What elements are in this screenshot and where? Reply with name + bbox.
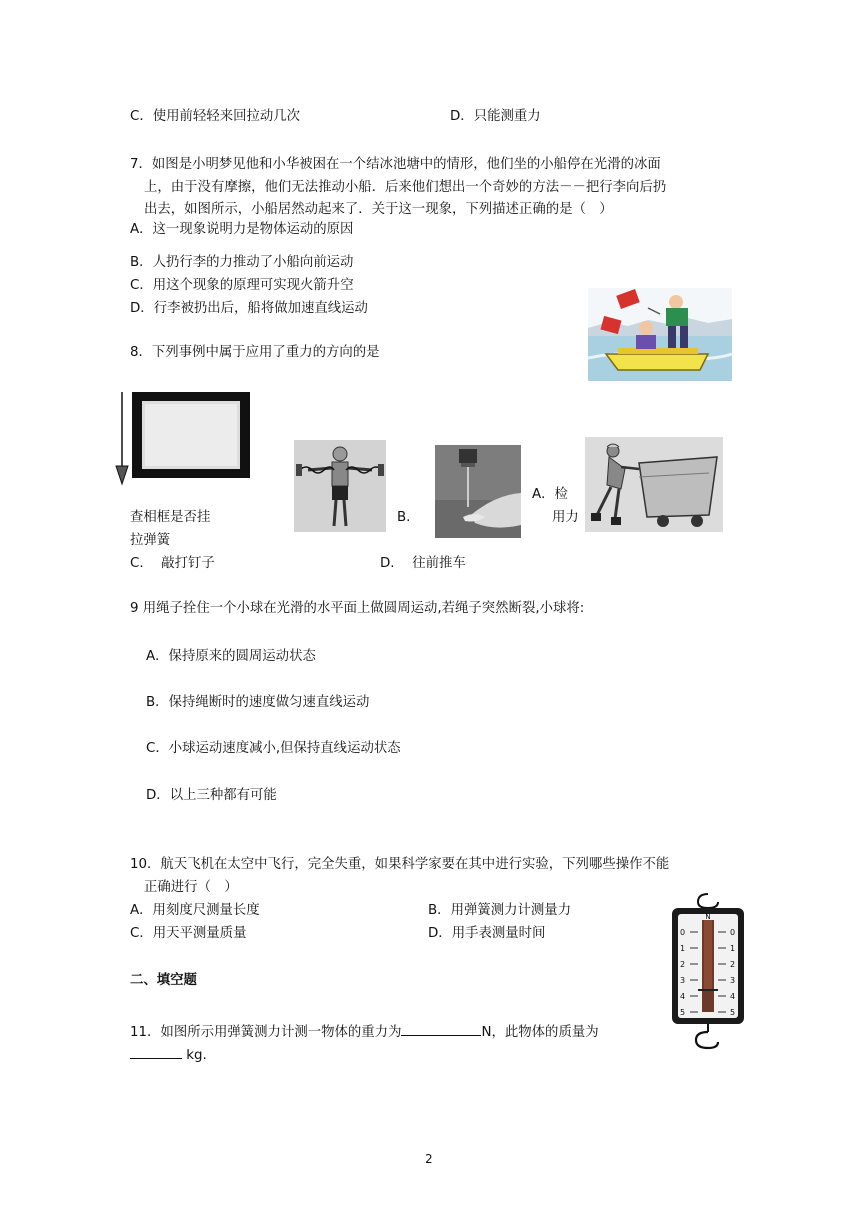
q11-text-2: N，此物体的质量为 <box>481 1025 599 1040</box>
pushing-cart-figure <box>585 437 723 532</box>
scale-left-tick: 3 <box>680 976 686 985</box>
hammering-nail-figure <box>435 445 521 538</box>
q9-option-a: A．保持原来的圆周运动状态 <box>146 649 316 664</box>
scale-right-tick: 1 <box>730 944 736 953</box>
page-number: 2 <box>425 1152 433 1166</box>
q10-option-c: C．用天平测量质量 <box>130 926 247 941</box>
boat-on-ice-figure <box>588 288 732 381</box>
q11-line-2 <box>130 1045 207 1065</box>
q7-option-b: B．人扔行李的力推动了小船向前运动 <box>130 255 354 270</box>
q8-label-stretch-spring: 拉弹簧 <box>130 533 171 548</box>
scale-left-tick: 4 <box>680 992 686 1001</box>
scale-left-tick: 1 <box>680 944 686 953</box>
q8-label-check-frame: 查相框是否挂 <box>130 510 211 525</box>
scale-right-tick: 5 <box>730 1008 736 1017</box>
q9-option-c: C．小球运动速度减小,但保持直线运动状态 <box>146 741 401 756</box>
q8-stem: 8．下列事例中属于应用了重力的方向的是 <box>130 345 380 360</box>
scale-unit-mark: N <box>705 913 711 921</box>
q10-option-a: A．用刻度尺测量长度 <box>130 903 260 918</box>
scale-left-tick: 0 <box>680 928 686 937</box>
q10-option-d: D．用手表测量时间 <box>428 926 546 941</box>
q11-text-1: 11．如图所示用弹簧测力计测一物体的重力为 <box>130 1025 402 1040</box>
plumb-frame-figure <box>112 390 254 486</box>
q10-stem-line-1: 10．航天飞机在太空中飞行，完全失重，如果科学家要在其中进行实验，下列哪些操作不能 <box>130 857 670 872</box>
scale-right-tick: 2 <box>730 960 736 969</box>
q6-option-c: C．使用前轻轻来回拉动几次 <box>130 109 301 124</box>
q7-stem-line-3: 出去，如图所示，小船居然动起来了．关于这一现象，下列描述正确的是（ ） <box>144 202 613 217</box>
q11-blank-mass[interactable] <box>130 1045 182 1059</box>
q6-option-d: D．只能测重力 <box>450 109 541 124</box>
scale-left-tick: 2 <box>680 960 686 969</box>
q7-option-c: C．用这个现象的原理可实现火箭升空 <box>130 278 354 293</box>
q8-option-c: C. 敲打钉子 <box>130 556 215 571</box>
q7-option-a: A．这一现象说明力是物体运动的原因 <box>130 222 354 237</box>
q11-unit: kg. <box>186 1048 207 1063</box>
q8-label-b: B. <box>397 510 411 525</box>
scale-right-tick: 3 <box>730 976 736 985</box>
q7-stem-line-1: 7．如图是小明梦见他和小华被困在一个结冰池塘中的情形，他们坐的小船停在光滑的冰面 <box>130 157 661 172</box>
scale-right-tick: 4 <box>730 992 736 1001</box>
q8-option-d: D. 往前推车 <box>380 556 466 571</box>
section-title-fill-in: 二、填空题 <box>130 973 197 988</box>
spring-exerciser-figure <box>294 440 386 532</box>
q11-line-1 <box>130 1022 599 1042</box>
scale-right-tick: 0 <box>730 928 736 937</box>
q7-option-d: D．行李被扔出后，船将做加速直线运动 <box>130 301 368 316</box>
spring-scale-figure <box>668 892 748 1052</box>
q10-option-b: B．用弹簧测力计测量力 <box>428 903 572 918</box>
q9-option-d: D．以上三种都有可能 <box>146 788 277 803</box>
q7-stem-line-2: 上，由于没有摩擦，他们无法推动小船．后来他们想出一个奇妙的方法－－把行李向后扔 <box>144 180 667 195</box>
scale-left-tick: 5 <box>680 1008 686 1017</box>
q9-option-b: B．保持绳断时的速度做匀速直线运动 <box>146 695 370 710</box>
q8-label-a-2: 用力 <box>552 510 579 525</box>
q9-stem: 9 用绳子拴住一个小球在光滑的水平面上做圆周运动,若绳子突然断裂,小球将: <box>130 601 585 616</box>
q10-stem-line-2: 正确进行（ ） <box>144 880 238 895</box>
q8-label-a-1: A．检 <box>532 487 568 502</box>
q11-blank-weight[interactable] <box>401 1022 481 1036</box>
